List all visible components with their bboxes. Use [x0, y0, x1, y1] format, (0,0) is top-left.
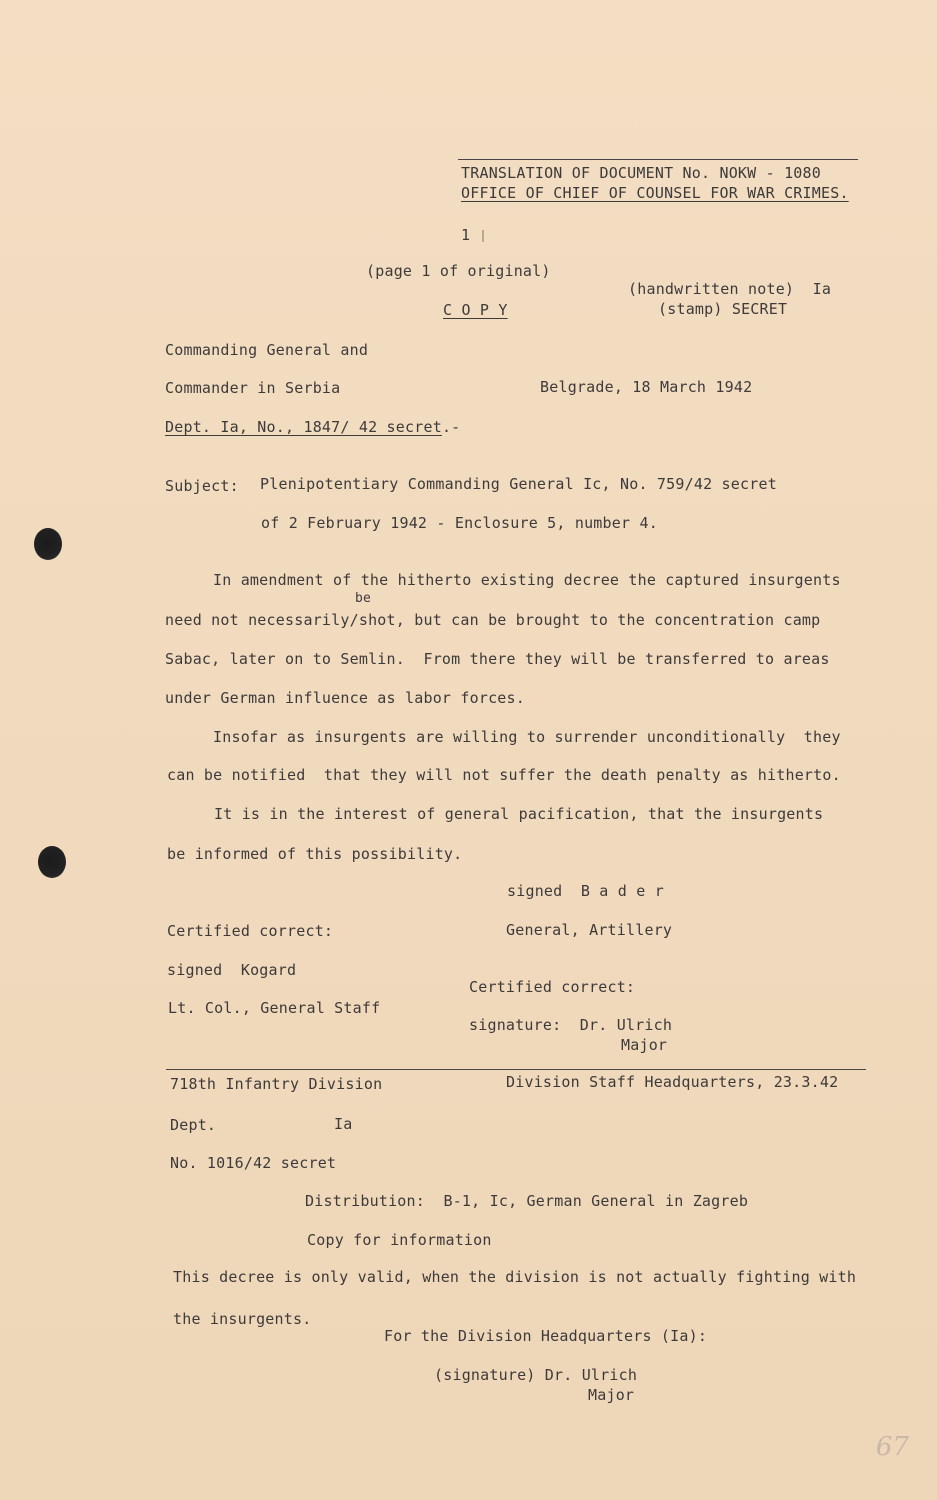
subject-line2: of 2 February 1942 - Enclosure 5, number 4. [261, 514, 658, 532]
certified-left: Certified correct: [167, 922, 334, 940]
dept-reference [165, 418, 460, 436]
signed-kogard: signed Kogard [167, 961, 297, 979]
major-right: Major [621, 1036, 668, 1054]
title-left: Lt. Col., General Staff [168, 999, 381, 1017]
sender-line2: Commander in Serbia [165, 379, 341, 397]
punch-hole-bottom [38, 846, 66, 878]
second-dept: Dept. [170, 1116, 217, 1134]
certified-right: Certified correct: [469, 978, 636, 996]
body-p2-line2: can be notified that they will not suffer the death penalty as hitherto. [167, 766, 841, 784]
division-hq: Division Staff Headquarters, 23.3.42 [506, 1073, 839, 1091]
header-office-line: OFFICE OF CHIEF OF COUNSEL FOR WAR CRIMES. [461, 184, 849, 202]
body-p2-line1: Insofar as insurgents are willing to surrender unconditionally they [213, 728, 841, 746]
dept-suffix: .- [441, 418, 461, 436]
tick-mark [482, 230, 484, 242]
sender-line1: Commanding General and [165, 341, 369, 359]
subject-line1: Plenipotentiary Commanding General Ic, No. 759/42 secret [260, 475, 777, 493]
copy-label: C O P Y [443, 301, 508, 319]
page-number-top: 1 [461, 226, 471, 244]
body-p1-line1: In amendment of the hitherto existing decree the captured insurgents [213, 571, 841, 589]
second-signature: (signature) Dr. Ulrich [434, 1366, 638, 1384]
body-p3-line2: be informed of this possibility. [167, 845, 463, 863]
second-dept-ia: Ia [334, 1115, 353, 1133]
second-number: No. 1016/42 secret [170, 1154, 337, 1172]
body-p3-line1: It is in the interest of general pacification, that the insurgents [214, 805, 824, 823]
decree-note-line2: the insurgents. [173, 1310, 312, 1328]
section-divider [166, 1069, 866, 1070]
header-translation-line: TRANSLATION OF DOCUMENT No. NOKW - 1080 [461, 164, 821, 182]
dept-number: Dept. Ia, No., 1847/ 42 secret [165, 418, 442, 436]
signature-right: signature: Dr. Ulrich [469, 1016, 673, 1034]
handwritten-note: (handwritten note) Ia [628, 280, 832, 298]
stamp-secret: (stamp) SECRET [658, 300, 788, 318]
rank-artillery: General, Artillery [506, 921, 673, 939]
for-hq: For the Division Headquarters (Ia): [384, 1327, 708, 1345]
body-p1-line3: Sabac, later on to Semlin. From there they will be transferred to areas [165, 650, 830, 668]
copy-info: Copy for information [307, 1231, 492, 1249]
distribution: Distribution: B-1, Ic, German General in Zagreb [305, 1192, 749, 1210]
punch-hole-top [34, 528, 62, 560]
page-of-original: (page 1 of original) [366, 262, 551, 280]
body-p1-insert: be [355, 591, 372, 606]
decree-note-line1: This decree is only valid, when the division is not actually fighting with [173, 1268, 857, 1286]
subject-label: Subject: [165, 477, 239, 495]
second-major: Major [588, 1386, 635, 1404]
corner-page-number: 67 [875, 1432, 909, 1462]
division-name: 718th Infantry Division [170, 1075, 383, 1093]
signed-bader: signed B a d e r [507, 882, 664, 900]
body-p1-line2: need not necessarily/shot, but can be brought to the concentration camp [165, 611, 821, 629]
header-rule-top [458, 159, 858, 160]
body-p1-line4: under German influence as labor forces. [165, 689, 525, 707]
document-date: Belgrade, 18 March 1942 [540, 378, 753, 396]
